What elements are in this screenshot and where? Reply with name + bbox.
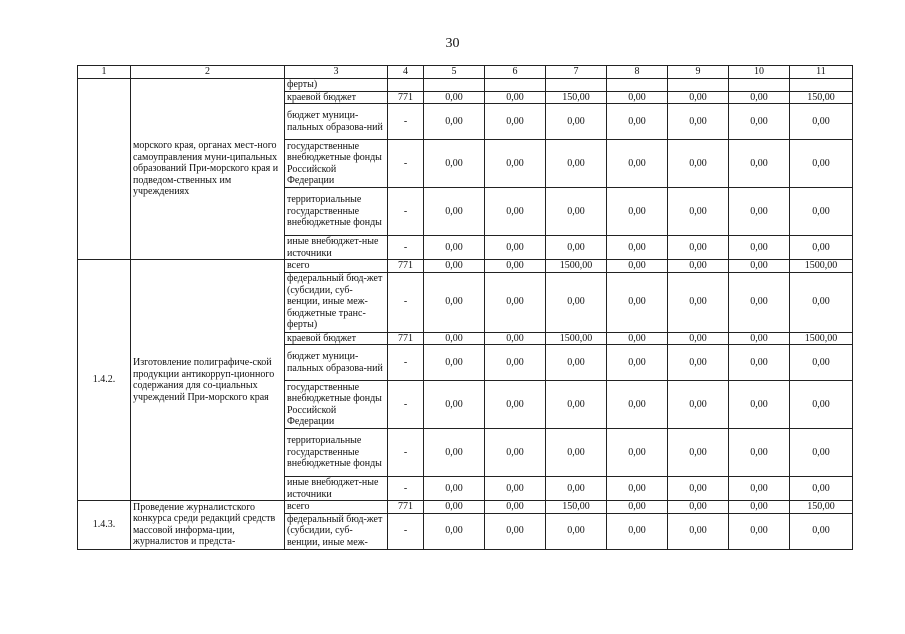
funding-source-cell: всего: [285, 501, 388, 514]
value-cell: 0,00: [607, 429, 668, 477]
value-cell: 0,00: [729, 104, 790, 140]
value-cell: 0,00: [424, 332, 485, 345]
value-cell: 0,00: [729, 91, 790, 104]
value-cell: [668, 79, 729, 92]
value-cell: 0,00: [607, 104, 668, 140]
value-cell: 150,00: [790, 91, 853, 104]
value-cell: 0,00: [790, 188, 853, 236]
budget-code-cell: -: [388, 104, 424, 140]
value-cell: 0,00: [729, 236, 790, 260]
budget-code-cell: -: [388, 513, 424, 549]
value-cell: 0,00: [485, 345, 546, 381]
value-cell: 0,00: [729, 513, 790, 549]
funding-source-cell: территориальные государственные внебюджетные фонды: [285, 429, 388, 477]
value-cell: 0,00: [546, 140, 607, 188]
value-cell: 0,00: [485, 381, 546, 429]
header-cell: 6: [485, 66, 546, 79]
value-cell: 0,00: [485, 91, 546, 104]
value-cell: 0,00: [729, 140, 790, 188]
budget-table: [77, 65, 853, 550]
item-number-cell: 1.4.2.: [78, 260, 131, 501]
value-cell: 0,00: [729, 332, 790, 345]
value-cell: 0,00: [546, 513, 607, 549]
value-cell: 1500,00: [790, 332, 853, 345]
budget-code-cell: [388, 79, 424, 92]
budget-code-cell: 771: [388, 332, 424, 345]
value-cell: 0,00: [546, 477, 607, 501]
budget-code-cell: 771: [388, 91, 424, 104]
value-cell: 0,00: [668, 260, 729, 273]
value-cell: 0,00: [668, 429, 729, 477]
budget-code-cell: -: [388, 272, 424, 332]
header-cell: 11: [790, 66, 853, 79]
item-number-cell: [78, 79, 131, 260]
funding-source-cell: ферты): [285, 79, 388, 92]
value-cell: 1500,00: [790, 260, 853, 273]
funding-source-cell: всего: [285, 260, 388, 273]
budget-code-cell: -: [388, 477, 424, 501]
budget-code-cell: -: [388, 140, 424, 188]
value-cell: [424, 79, 485, 92]
table-row: [78, 79, 853, 92]
header-cell: 3: [285, 66, 388, 79]
value-cell: 0,00: [607, 513, 668, 549]
value-cell: 0,00: [485, 236, 546, 260]
value-cell: 0,00: [790, 272, 853, 332]
value-cell: 0,00: [424, 188, 485, 236]
value-cell: 0,00: [607, 381, 668, 429]
value-cell: 0,00: [485, 501, 546, 514]
value-cell: 0,00: [668, 477, 729, 501]
header-cell: 9: [668, 66, 729, 79]
budget-code-cell: 771: [388, 501, 424, 514]
value-cell: 0,00: [485, 140, 546, 188]
value-cell: 0,00: [790, 477, 853, 501]
budget-code-cell: -: [388, 381, 424, 429]
value-cell: 1500,00: [546, 332, 607, 345]
value-cell: 0,00: [729, 477, 790, 501]
header-cell: 7: [546, 66, 607, 79]
value-cell: 0,00: [729, 429, 790, 477]
value-cell: 0,00: [729, 501, 790, 514]
value-cell: 0,00: [607, 477, 668, 501]
table-row: [78, 260, 853, 273]
value-cell: [607, 79, 668, 92]
item-name-cell: Проведение журналистского конкурса среди редакций средств массовой информа-ции, журналистов и предста-: [131, 501, 285, 550]
value-cell: 1500,00: [546, 260, 607, 273]
value-cell: 0,00: [729, 260, 790, 273]
value-cell: 0,00: [790, 345, 853, 381]
value-cell: 0,00: [485, 513, 546, 549]
value-cell: 0,00: [424, 501, 485, 514]
value-cell: 0,00: [668, 381, 729, 429]
funding-source-cell: федеральный бюд-жет (субсидии, суб-венции, иные меж-: [285, 513, 388, 549]
value-cell: 0,00: [485, 188, 546, 236]
value-cell: 0,00: [485, 332, 546, 345]
value-cell: 0,00: [607, 332, 668, 345]
value-cell: 0,00: [790, 381, 853, 429]
funding-source-cell: иные внебюджет-ные источники: [285, 236, 388, 260]
budget-code-cell: 771: [388, 260, 424, 273]
header-cell: 4: [388, 66, 424, 79]
item-number-cell: 1.4.3.: [78, 501, 131, 550]
value-cell: [485, 79, 546, 92]
value-cell: 0,00: [668, 236, 729, 260]
item-name-cell: Изготовление полиграфиче-ской продукции антикорруп-ционного содержания для со-циальных учреждений При-морского края: [131, 260, 285, 501]
header-cell: 8: [607, 66, 668, 79]
value-cell: 0,00: [668, 513, 729, 549]
table-row: [78, 501, 853, 514]
value-cell: 0,00: [607, 260, 668, 273]
value-cell: 0,00: [790, 104, 853, 140]
value-cell: 0,00: [424, 429, 485, 477]
funding-source-cell: государственные внебюджетные фонды Российской Федерации: [285, 381, 388, 429]
value-cell: 0,00: [546, 345, 607, 381]
header-row: [78, 66, 853, 79]
value-cell: 0,00: [485, 260, 546, 273]
value-cell: 0,00: [546, 429, 607, 477]
funding-source-cell: бюджет муници-пальных образова-ний: [285, 104, 388, 140]
value-cell: 0,00: [546, 381, 607, 429]
value-cell: 0,00: [424, 260, 485, 273]
value-cell: 0,00: [424, 477, 485, 501]
header-cell: 10: [729, 66, 790, 79]
value-cell: [790, 79, 853, 92]
header-cell: 5: [424, 66, 485, 79]
value-cell: 0,00: [668, 188, 729, 236]
value-cell: 0,00: [729, 272, 790, 332]
value-cell: 0,00: [607, 91, 668, 104]
value-cell: 0,00: [668, 332, 729, 345]
funding-source-cell: краевой бюджет: [285, 91, 388, 104]
value-cell: 0,00: [668, 345, 729, 381]
value-cell: 0,00: [607, 140, 668, 188]
value-cell: 0,00: [424, 104, 485, 140]
value-cell: [729, 79, 790, 92]
value-cell: 0,00: [424, 140, 485, 188]
header-cell: 2: [131, 66, 285, 79]
value-cell: 0,00: [790, 140, 853, 188]
value-cell: 0,00: [424, 91, 485, 104]
budget-code-cell: -: [388, 429, 424, 477]
value-cell: 150,00: [546, 91, 607, 104]
value-cell: 0,00: [485, 104, 546, 140]
value-cell: [546, 79, 607, 92]
value-cell: 0,00: [485, 477, 546, 501]
value-cell: 150,00: [546, 501, 607, 514]
value-cell: 0,00: [668, 104, 729, 140]
value-cell: 0,00: [607, 188, 668, 236]
page-number: 30: [445, 36, 460, 51]
budget-code-cell: -: [388, 345, 424, 381]
value-cell: 0,00: [607, 501, 668, 514]
value-cell: 0,00: [485, 429, 546, 477]
funding-source-cell: территориальные государственные внебюджетные фонды: [285, 188, 388, 236]
value-cell: 0,00: [546, 188, 607, 236]
value-cell: 0,00: [668, 91, 729, 104]
value-cell: 0,00: [668, 272, 729, 332]
value-cell: 0,00: [607, 272, 668, 332]
header-cell: 1: [78, 66, 131, 79]
funding-source-cell: государственные внебюджетные фонды Российской Федерации: [285, 140, 388, 188]
value-cell: 0,00: [790, 429, 853, 477]
funding-source-cell: федеральный бюд-жет (субсидии, суб-венции, иные меж-бюджетные транс-ферты): [285, 272, 388, 332]
value-cell: 0,00: [668, 140, 729, 188]
value-cell: 0,00: [424, 345, 485, 381]
value-cell: 0,00: [729, 381, 790, 429]
funding-source-cell: иные внебюджет-ные источники: [285, 477, 388, 501]
value-cell: 150,00: [790, 501, 853, 514]
value-cell: 0,00: [424, 513, 485, 549]
budget-code-cell: -: [388, 236, 424, 260]
value-cell: 0,00: [546, 272, 607, 332]
value-cell: 0,00: [790, 513, 853, 549]
value-cell: 0,00: [729, 188, 790, 236]
value-cell: 0,00: [485, 272, 546, 332]
value-cell: 0,00: [546, 236, 607, 260]
funding-source-cell: краевой бюджет: [285, 332, 388, 345]
value-cell: 0,00: [729, 345, 790, 381]
value-cell: 0,00: [668, 501, 729, 514]
funding-source-cell: бюджет муници-пальных образова-ний: [285, 345, 388, 381]
value-cell: 0,00: [546, 104, 607, 140]
item-name-cell: морского края, органах мест-ного самоуправления муни-ципальных образований При-морского края и подведом-ственных им учреждениях: [131, 79, 285, 260]
value-cell: 0,00: [424, 381, 485, 429]
value-cell: 0,00: [790, 236, 853, 260]
value-cell: 0,00: [607, 236, 668, 260]
budget-code-cell: -: [388, 188, 424, 236]
value-cell: 0,00: [424, 236, 485, 260]
value-cell: 0,00: [607, 345, 668, 381]
table-body: [78, 79, 853, 550]
value-cell: 0,00: [424, 272, 485, 332]
